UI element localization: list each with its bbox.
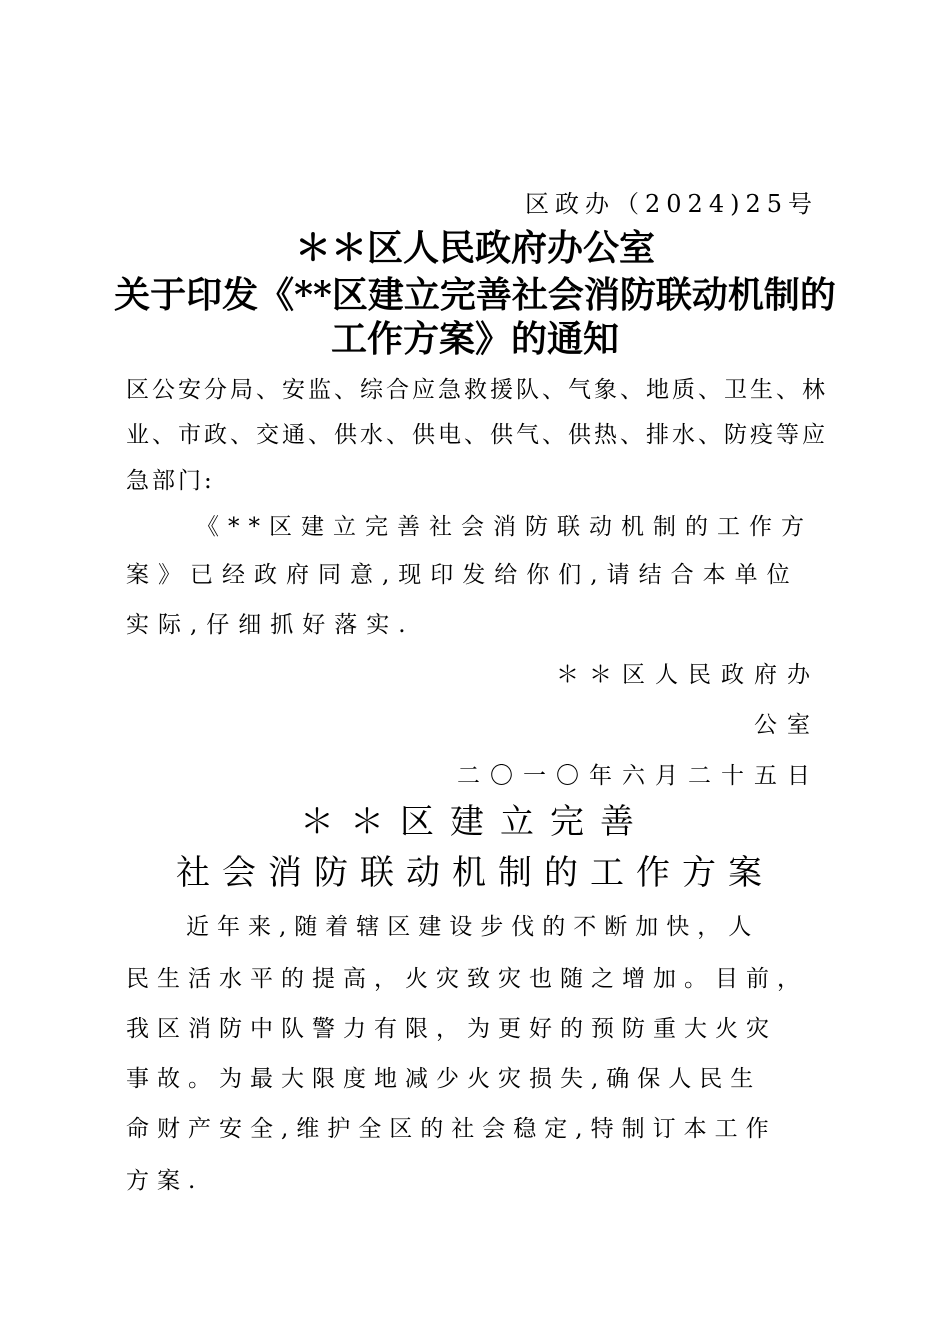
body-line-2: 案》已经政府同意,现印发给你们,请结合本单位 — [126, 562, 799, 588]
recipients-line-2: 业、市政、交通、供水、供电、供气、供热、排水、防疫等应 — [126, 422, 828, 448]
title-line-1: ＊＊区人民政府办公室 — [294, 227, 655, 269]
plan-body-line-6: 方案. — [126, 1168, 204, 1194]
signature-line-1: ＊＊区人民政府办 — [556, 662, 820, 688]
plan-body-line-5: 命财产安全,维护全区的社会稳定,特制订本工作 — [126, 1116, 777, 1142]
signature-line-2: 公室 — [754, 712, 820, 738]
plan-body-line-3: 我区消防中队警力有限，为更好的预防重大火灾 — [126, 1016, 777, 1042]
body-line-3: 实际,仔细抓好落实. — [126, 612, 415, 638]
plan-body-line-4: 事故。为最大限度地减少火灾损失,确保人民生 — [126, 1066, 762, 1092]
recipients-line-1: 区公安分局、安监、综合应急救援队、气象、地质、卫生、林 — [126, 377, 828, 403]
recipients-line-3: 急部门: — [126, 468, 215, 494]
plan-body-line-1: 近年来,随着辖区建设步伐的不断加快，人 — [186, 914, 760, 940]
title-line-2: 关于印发《**区建立完善社会消防联动机制的 — [114, 274, 836, 316]
title-line-3: 工作方案》的通知 — [330, 318, 619, 360]
plan-title-line-2: 社会消防联动机制的工作方案 — [176, 853, 774, 893]
document-date: 二〇一〇年六月二十五日 — [457, 763, 820, 789]
plan-title-line-1: ＊＊区建立完善 — [300, 802, 650, 842]
body-line-1: 《**区建立完善社会消防联动机制的工作方 — [196, 514, 813, 540]
document-number: 区政办（2024)25号 — [525, 190, 818, 218]
plan-body-line-2: 民生活水平的提高，火灾致灾也随之增加。目前， — [126, 966, 808, 992]
